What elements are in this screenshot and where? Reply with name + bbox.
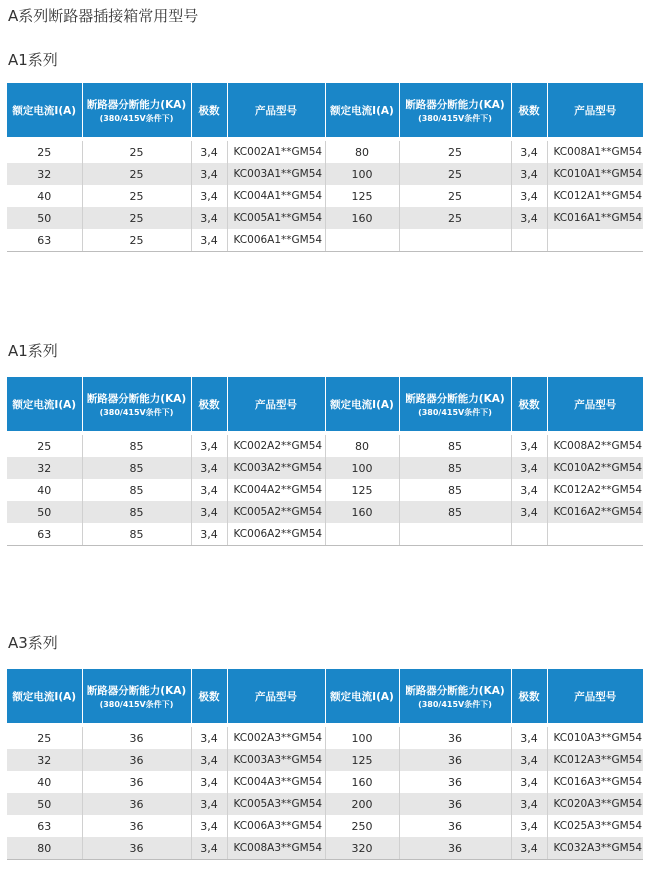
spec-table-a1-25ka <box>7 83 643 252</box>
header-breaking-sub: (380/415V条件下) <box>418 699 492 709</box>
cell-current: 63 <box>7 229 82 252</box>
header-current: 额定电流I(A) <box>7 669 82 725</box>
cell-breaking: 25 <box>399 207 511 229</box>
section-title-a1-second: A1系列 <box>8 342 58 360</box>
header-poles: 极数 <box>511 377 547 433</box>
spec-table-a1-85ka <box>7 377 643 546</box>
cell-current: 250 <box>325 815 399 837</box>
cell-current <box>325 523 399 546</box>
cell-breaking: 36 <box>82 749 191 771</box>
cell-breaking: 36 <box>399 837 511 860</box>
cell-breaking: 85 <box>399 501 511 523</box>
cell-current: 40 <box>7 185 82 207</box>
table-header-row <box>7 377 643 433</box>
header-breaking-label: 断路器分断能力(KA) <box>86 684 187 697</box>
cell-poles: 3,4 <box>191 457 227 479</box>
cell-current: 63 <box>7 815 82 837</box>
table-row <box>7 433 643 457</box>
cell-current: 125 <box>325 749 399 771</box>
header-poles: 极数 <box>191 83 227 139</box>
cell-poles: 3,4 <box>511 139 547 163</box>
cell-breaking: 36 <box>399 749 511 771</box>
header-current: 额定电流I(A) <box>325 377 399 433</box>
cell-breaking: 36 <box>399 815 511 837</box>
cell-model: KC010A1**GM54 <box>547 163 643 185</box>
cell-current: 125 <box>325 185 399 207</box>
header-current: 额定电流I(A) <box>7 377 82 433</box>
cell-model: KC002A3**GM54 <box>227 725 325 749</box>
cell-current: 40 <box>7 771 82 793</box>
cell-current: 160 <box>325 771 399 793</box>
cell-current: 80 <box>7 837 82 860</box>
cell-model: KC012A2**GM54 <box>553 484 643 496</box>
cell-model: KC012A1**GM54 <box>553 190 643 202</box>
cell-poles: 3,4 <box>191 837 227 860</box>
table-row <box>7 749 643 771</box>
header-breaking <box>399 377 511 433</box>
header-breaking-label: 断路器分断能力(KA) <box>405 98 505 111</box>
header-model: 产品型号 <box>547 669 643 725</box>
table-row <box>7 139 643 163</box>
cell-breaking: 25 <box>82 185 191 207</box>
cell-breaking: 36 <box>399 793 511 815</box>
cell-model: KC003A2**GM54 <box>227 457 325 479</box>
cell-poles: 3,4 <box>511 793 547 815</box>
cell-model: KC032A3**GM54 <box>547 837 643 860</box>
spec-table-a3 <box>7 669 643 860</box>
cell-poles: 3,4 <box>191 433 227 457</box>
cell-model: KC004A1**GM54 <box>227 185 325 207</box>
header-breaking-sub: (380/415V条件下) <box>418 407 492 417</box>
cell-poles: 3,4 <box>511 501 547 523</box>
cell-model: KC010A3**GM54 <box>547 725 643 749</box>
cell-breaking: 85 <box>399 479 511 501</box>
cell-current: 100 <box>325 163 399 185</box>
cell-model: KC008A2**GM54 <box>547 433 643 457</box>
cell-breaking: 85 <box>82 479 191 501</box>
cell-breaking: 25 <box>82 139 191 163</box>
table-row <box>7 815 643 837</box>
cell-breaking <box>399 523 511 546</box>
cell-poles: 3,4 <box>511 725 547 749</box>
cell-breaking: 25 <box>399 163 511 185</box>
cell-model: KC016A2**GM54 <box>547 501 643 523</box>
table-row <box>7 457 643 479</box>
cell-breaking: 85 <box>82 501 191 523</box>
cell-model: KC005A2**GM54 <box>227 501 325 523</box>
header-current: 额定电流I(A) <box>325 669 399 725</box>
cell-model: KC006A2**GM54 <box>227 523 325 546</box>
header-breaking-label: 断路器分断能力(KA) <box>86 392 187 405</box>
cell-breaking: 36 <box>82 725 191 749</box>
cell-poles: 3,4 <box>511 479 547 501</box>
cell-current: 25 <box>7 139 82 163</box>
cell-poles <box>511 229 547 252</box>
header-poles: 极数 <box>191 669 227 725</box>
cell-breaking: 85 <box>399 433 511 457</box>
cell-breaking: 36 <box>82 793 191 815</box>
header-breaking-label: 断路器分断能力(KA) <box>86 98 187 111</box>
header-breaking <box>82 83 191 139</box>
cell-current: 32 <box>7 749 82 771</box>
cell-poles: 3,4 <box>511 457 547 479</box>
cell-current: 50 <box>7 207 82 229</box>
cell-current: 40 <box>7 479 82 501</box>
cell-model: KC008A1**GM54 <box>547 139 643 163</box>
table-row <box>7 479 643 501</box>
cell-poles: 3,4 <box>511 433 547 457</box>
cell-breaking: 85 <box>82 523 191 546</box>
cell-poles <box>511 523 547 546</box>
cell-breaking: 36 <box>82 815 191 837</box>
cell-model: KC004A3**GM54 <box>227 771 325 793</box>
cell-model <box>547 229 643 252</box>
header-breaking-sub: (380/415V条件下) <box>99 407 174 417</box>
cell-breaking: 36 <box>82 837 191 860</box>
header-poles: 极数 <box>511 83 547 139</box>
header-breaking-sub: (380/415V条件下) <box>99 113 174 123</box>
table-row <box>7 185 643 207</box>
cell-model: KC002A1**GM54 <box>227 139 325 163</box>
cell-breaking: 36 <box>82 771 191 793</box>
table-row <box>7 837 643 860</box>
cell-poles: 3,4 <box>191 749 227 771</box>
cell-model: KC012A3**GM54 <box>547 749 643 771</box>
cell-current: 160 <box>325 207 399 229</box>
cell-breaking: 85 <box>82 457 191 479</box>
cell-poles: 3,4 <box>191 479 227 501</box>
cell-current: 320 <box>325 837 399 860</box>
page-title: A系列断路器插接箱常用型号 <box>8 7 199 25</box>
section-title-a1: A1系列 <box>8 51 58 69</box>
header-breaking-sub: (380/415V条件下) <box>418 113 492 123</box>
cell-poles: 3,4 <box>191 771 227 793</box>
cell-poles: 3,4 <box>511 771 547 793</box>
cell-poles: 3,4 <box>191 523 227 546</box>
cell-breaking: 25 <box>82 229 191 252</box>
header-poles: 极数 <box>191 377 227 433</box>
cell-current: 200 <box>325 793 399 815</box>
cell-model: KC006A3**GM54 <box>227 815 325 837</box>
cell-model: KC005A3**GM54 <box>227 793 325 815</box>
header-breaking <box>82 669 191 725</box>
cell-poles: 3,4 <box>511 185 547 207</box>
header-current: 额定电流I(A) <box>7 83 82 139</box>
cell-model: KC002A2**GM54 <box>227 433 325 457</box>
section-title-a3: A3系列 <box>8 634 58 652</box>
cell-current: 50 <box>7 501 82 523</box>
header-model: 产品型号 <box>547 83 643 139</box>
cell-poles: 3,4 <box>511 163 547 185</box>
cell-current: 25 <box>7 433 82 457</box>
header-poles: 极数 <box>511 669 547 725</box>
cell-poles: 3,4 <box>191 793 227 815</box>
cell-current: 125 <box>325 479 399 501</box>
cell-breaking <box>399 229 511 252</box>
header-breaking-label: 断路器分断能力(KA) <box>405 684 505 697</box>
cell-current: 63 <box>7 523 82 546</box>
table-row <box>7 501 643 523</box>
table-row <box>7 207 643 229</box>
cell-poles: 3,4 <box>191 501 227 523</box>
cell-model: KC016A3**GM54 <box>553 776 643 788</box>
cell-current: 100 <box>325 457 399 479</box>
cell-current: 32 <box>7 163 82 185</box>
cell-model: KC006A1**GM54 <box>227 229 325 252</box>
cell-current: 80 <box>325 139 399 163</box>
cell-poles: 3,4 <box>191 185 227 207</box>
cell-model: KC008A3**GM54 <box>227 837 325 860</box>
table-row <box>7 793 643 815</box>
cell-breaking: 25 <box>399 139 511 163</box>
cell-model: KC010A2**GM54 <box>547 457 643 479</box>
header-breaking <box>399 83 511 139</box>
cell-breaking: 25 <box>82 207 191 229</box>
header-current: 额定电流I(A) <box>325 83 399 139</box>
cell-current: 32 <box>7 457 82 479</box>
cell-poles: 3,4 <box>191 207 227 229</box>
cell-current: 160 <box>325 501 399 523</box>
cell-breaking: 25 <box>82 163 191 185</box>
header-breaking <box>399 669 511 725</box>
cell-breaking: 85 <box>82 433 191 457</box>
table-row <box>7 725 643 749</box>
cell-model: KC003A1**GM54 <box>227 163 325 185</box>
cell-model: KC016A1**GM54 <box>547 207 643 229</box>
cell-model: KC005A1**GM54 <box>227 207 325 229</box>
table-header-row <box>7 669 643 725</box>
cell-breaking: 36 <box>399 771 511 793</box>
cell-current: 50 <box>7 793 82 815</box>
cell-poles: 3,4 <box>511 815 547 837</box>
table-row <box>7 229 643 252</box>
cell-poles: 3,4 <box>191 163 227 185</box>
cell-model: KC020A3**GM54 <box>547 793 643 815</box>
header-breaking <box>82 377 191 433</box>
header-breaking-sub: (380/415V条件下) <box>99 699 174 709</box>
header-model: 产品型号 <box>227 669 325 725</box>
cell-poles: 3,4 <box>511 837 547 860</box>
table-row <box>7 771 643 793</box>
cell-poles: 3,4 <box>191 725 227 749</box>
cell-current: 25 <box>7 725 82 749</box>
table-header-row <box>7 83 643 139</box>
cell-breaking: 36 <box>399 725 511 749</box>
cell-model: KC004A2**GM54 <box>227 479 325 501</box>
cell-current: 100 <box>325 725 399 749</box>
cell-breaking: 25 <box>399 185 511 207</box>
cell-poles: 3,4 <box>511 749 547 771</box>
cell-poles: 3,4 <box>511 207 547 229</box>
cell-breaking: 85 <box>399 457 511 479</box>
header-model: 产品型号 <box>227 83 325 139</box>
header-breaking-label: 断路器分断能力(KA) <box>405 392 505 405</box>
cell-poles: 3,4 <box>191 815 227 837</box>
cell-model: KC025A3**GM54 <box>553 820 643 832</box>
cell-model <box>547 523 643 546</box>
cell-current: 80 <box>325 433 399 457</box>
cell-poles: 3,4 <box>191 229 227 252</box>
table-row <box>7 523 643 546</box>
table-row <box>7 163 643 185</box>
cell-poles: 3,4 <box>191 139 227 163</box>
header-model: 产品型号 <box>547 377 643 433</box>
header-model: 产品型号 <box>227 377 325 433</box>
cell-current <box>325 229 399 252</box>
cell-model: KC003A3**GM54 <box>227 749 325 771</box>
